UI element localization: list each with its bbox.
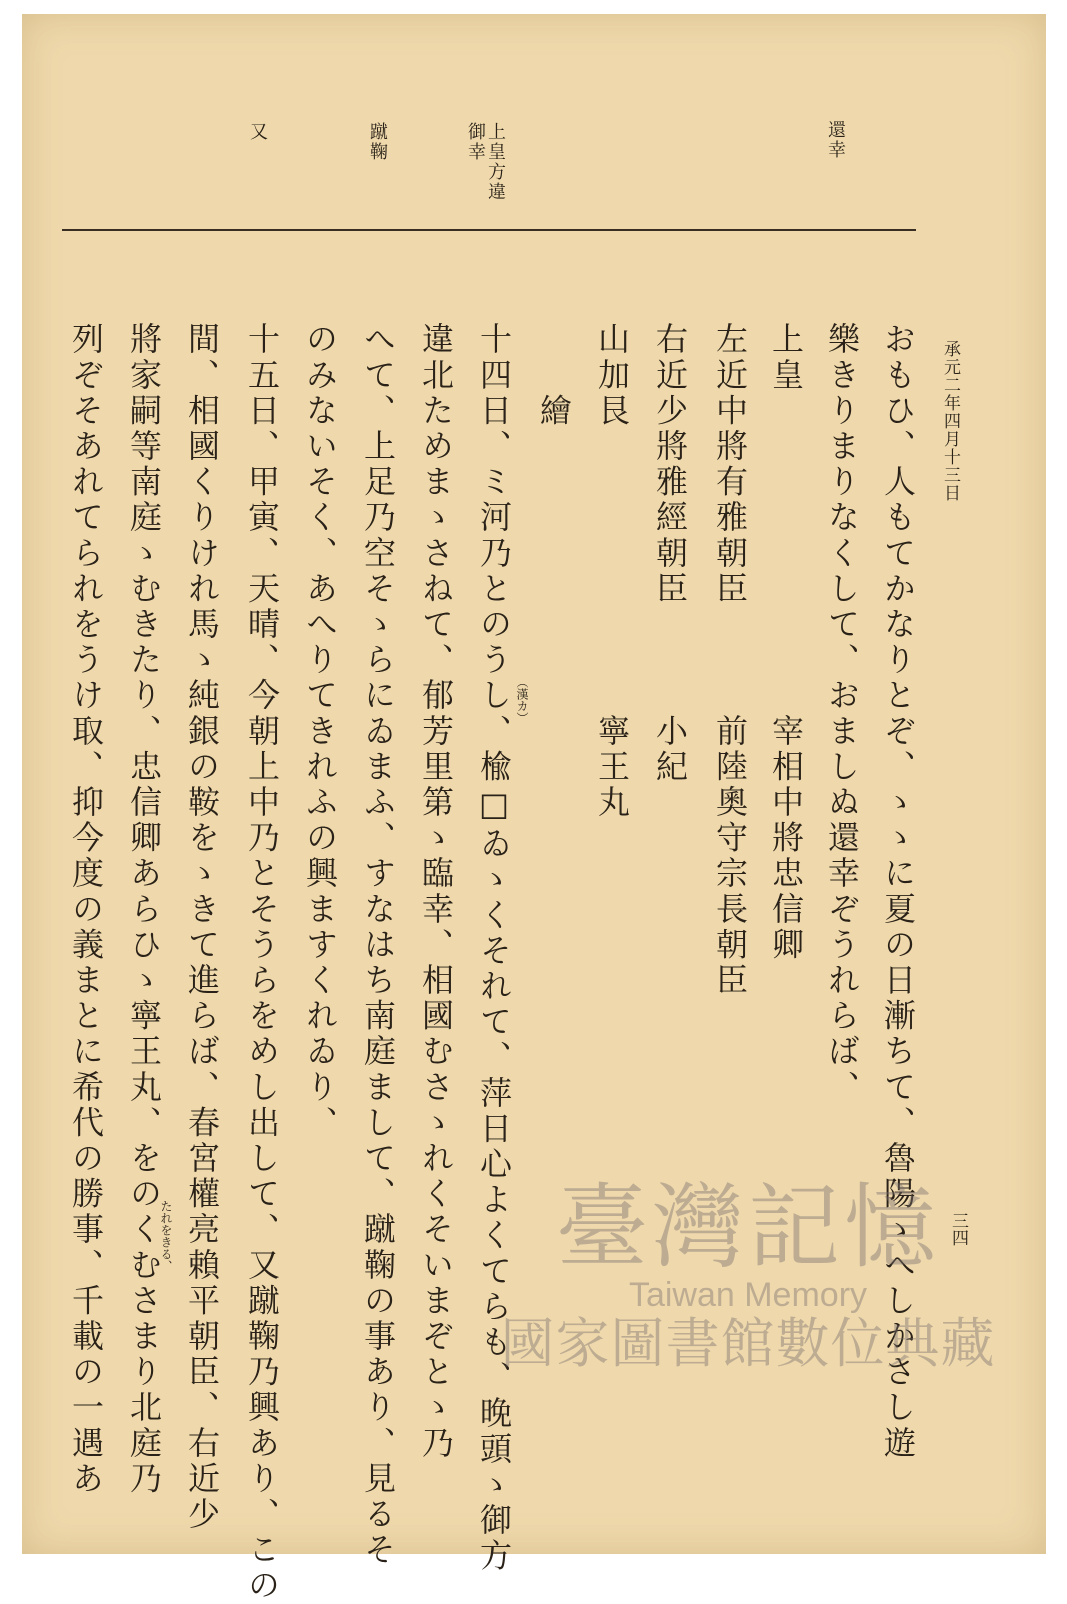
margin-note-gyoko: 御幸 <box>465 122 486 162</box>
header-divider <box>62 229 916 231</box>
margin-note-mata: 又 <box>247 122 268 142</box>
small-annotation: たれをきる、 <box>159 1200 173 1272</box>
text-line-3: 上皇 宰相中將忠信卿 <box>767 322 805 963</box>
page-heading: 承元二年四月十三日 <box>940 340 960 502</box>
margin-note-katatagae: 上皇方違 <box>485 122 506 202</box>
watermark-main: 臺灣記憶 <box>555 1174 940 1281</box>
text-line-12: 十五日、甲寅、天晴、今朝上中乃とそうらをめし出して、又蹴鞠乃興あり、この <box>243 322 281 1604</box>
margin-note-kanko: 還幸 <box>825 120 846 160</box>
watermark-sub: 國家圖書館數位典藏 <box>500 1311 996 1375</box>
text-line-8: 十四日、ミ河乃とのうし、楡□ゐゝくそれて、萍日心よくてらも、晚頭ゝ御方 <box>475 322 513 1574</box>
text-line-14: 將家嗣等南庭ゝむきたり、忠信卿あらひゝ寧王丸、をのくむさまり北庭乃 <box>125 322 163 1497</box>
page-number: 三四 <box>948 1212 968 1246</box>
text-line-2: 樂きりまりなくして、おましぬ還幸ぞうれらば、 <box>823 322 861 1106</box>
text-line-10: へて、上足乃空そゝらにゐまふ、すなはち南庭まして、蹴鞠の事あり、見るそ <box>359 322 397 1568</box>
text-line-11: のみないそく、あへりてきれふの興ますくれゐり、 <box>301 322 339 1141</box>
text-line-1: おもひ、人もてかなりとぞ、ゝゝに夏の日漸ちて、魯陽ゝへしかさし遊 <box>879 322 917 1462</box>
text-line-9: 違北ためまゝさねて、郁芳里第ゝ臨幸、相國むさゝれくそいまぞとゝ乃 <box>417 322 455 1462</box>
text-line-7: 繪 <box>535 322 573 429</box>
text-line-4: 左近中將有雅朝臣 前陸奧守宗長朝臣 <box>711 322 749 999</box>
text-line-13: 間、相國くりけれ馬ゝ純銀の鞍をゝきて進らば、春宮權亮賴平朝臣、右近少 <box>183 322 221 1533</box>
text-line-6: 山加艮 寧王丸 <box>593 322 631 821</box>
kanji-annotation: （漢カ） <box>515 676 529 724</box>
watermark <box>498 1174 998 1375</box>
text-line-15: 列ぞそあれてられをうけ取、抑今度の義まとに希代の勝事、千載の一遇あ <box>67 322 105 1497</box>
text-line-5: 右近少將雅經朝臣 小紀 <box>651 322 689 785</box>
margin-note-kemari: 蹴鞠 <box>367 122 388 162</box>
watermark-english: Taiwan Memory <box>628 1275 868 1314</box>
